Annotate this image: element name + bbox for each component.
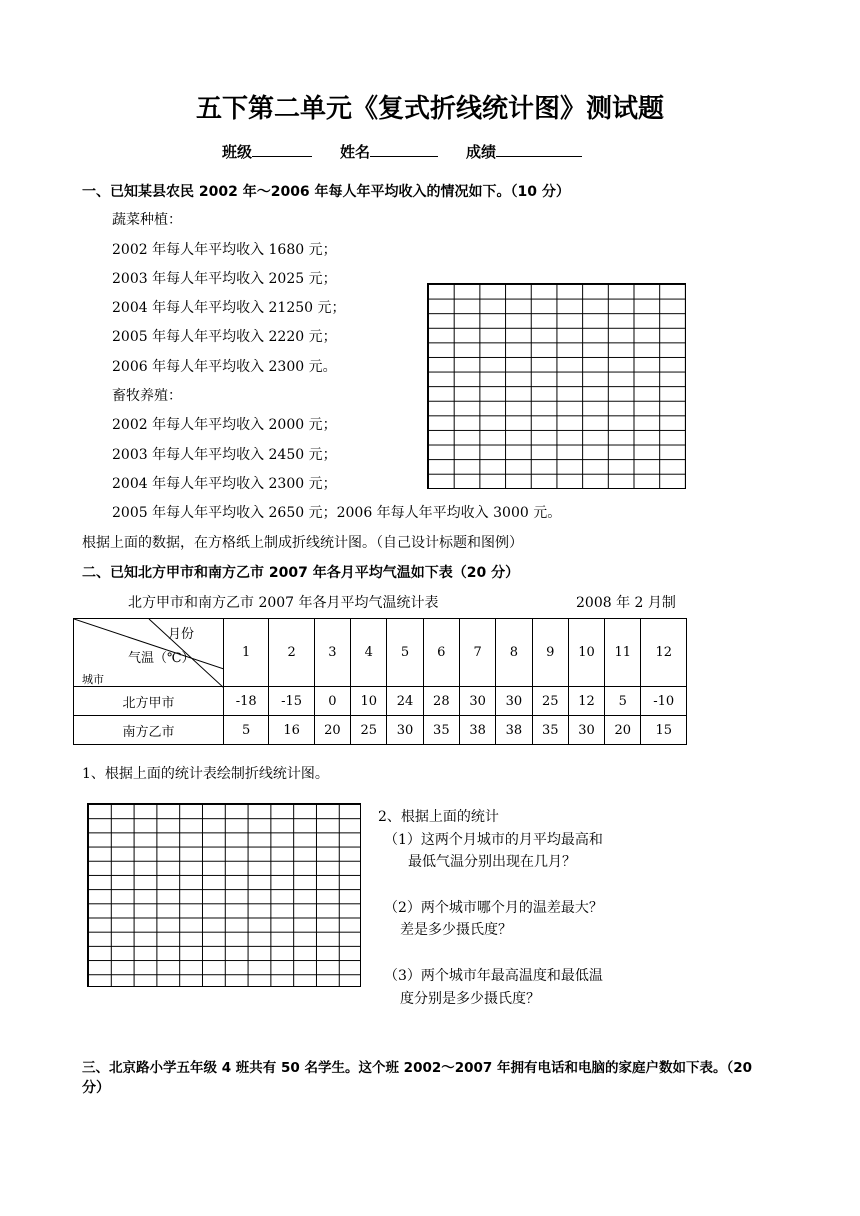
table-title: 北方甲市和南方乙市 2007 年各月平均气温统计表: [128, 595, 439, 611]
animal-line: 2005 年每人年平均收入 2650 元；2006 年每人年平均收入 3000 元。: [112, 505, 562, 521]
q3-heading: 三、北京路小学五年级 4 班共有 50 名学生。这个班 2002～2007 年拥有电话和电脑的家庭户数如下表。（20: [82, 1060, 753, 1076]
diagonal-header-cell: [74, 619, 224, 687]
table-date: 2008 年 2 月制: [576, 595, 676, 611]
value-cell: 16: [269, 716, 314, 745]
month-cell: 10: [568, 619, 604, 687]
value-cell: 12: [568, 687, 604, 716]
value-cell: 38: [496, 716, 532, 745]
month-cell: 2: [269, 619, 314, 687]
city-cell: 南方乙市: [74, 716, 224, 745]
class-label: 班级: [222, 143, 253, 161]
value-cell: 10: [351, 687, 387, 716]
q3-heading-cont: 分）: [82, 1080, 110, 1096]
veg-line: 2003 年每人年平均收入 2025 元；: [112, 271, 337, 287]
value-cell: 25: [351, 716, 387, 745]
month-cell: 8: [496, 619, 532, 687]
value-cell: 35: [532, 716, 568, 745]
question-1: （1）这两个月城市的月平均最高和: [384, 832, 603, 848]
value-cell: 20: [605, 716, 641, 745]
value-cell: 30: [568, 716, 604, 745]
student-info-line: [222, 141, 582, 162]
q1-graph-paper: [427, 283, 686, 489]
month-cell: 4: [351, 619, 387, 687]
month-cell: 1: [224, 619, 269, 687]
value-cell: 30: [496, 687, 532, 716]
value-cell: 30: [459, 687, 495, 716]
value-cell: 5: [605, 687, 641, 716]
veg-line: 2002 年每人年平均收入 1680 元；: [112, 242, 337, 258]
value-cell: 5: [224, 716, 269, 745]
q1-heading: 一、已知某县农民 2002 年～2006 年每人年平均收入的情况如下。（10 分）: [82, 184, 570, 200]
header-month: 月份: [168, 627, 195, 642]
score-label: 成绩: [466, 143, 497, 161]
q1-instruction: 根据上面的数据，在方格纸上制成折线统计图。（自己设计标题和图例）: [82, 535, 523, 551]
table-header-row: [74, 619, 687, 687]
value-cell: 28: [423, 687, 459, 716]
veg-label: 蔬菜种植：: [112, 212, 182, 228]
temperature-table: [73, 618, 687, 745]
veg-line: 2006 年每人年平均收入 2300 元。: [112, 359, 337, 375]
value-cell: -15: [269, 687, 314, 716]
task1-text: 1、根据上面的统计表绘制折线统计图。: [82, 766, 329, 782]
q2-graph-paper: [87, 803, 361, 987]
month-cell: 7: [459, 619, 495, 687]
question-3: （3）两个城市年最高温度和最低温: [384, 968, 603, 984]
city-cell: 北方甲市: [74, 687, 224, 716]
question-1-cont: 最低气温分别出现在几月？: [408, 854, 576, 870]
table-row: [74, 687, 687, 716]
question-2: （2）两个城市哪个月的温差最大？: [384, 900, 603, 916]
score-field: [496, 141, 582, 157]
value-cell: 20: [314, 716, 350, 745]
value-cell: 30: [387, 716, 423, 745]
month-cell: 11: [605, 619, 641, 687]
value-cell: -10: [641, 687, 687, 716]
value-cell: 15: [641, 716, 687, 745]
page-title: 五下第二单元《复式折线统计图》测试题: [195, 94, 664, 124]
question-2-cont: 差是多少摄氏度？: [400, 922, 512, 938]
animal-line: 2003 年每人年平均收入 2450 元；: [112, 447, 337, 463]
month-cell: 3: [314, 619, 350, 687]
task2-text: 2、根据上面的统计: [378, 809, 499, 825]
header-temp: 气温（℃）: [128, 651, 195, 666]
month-cell: 9: [532, 619, 568, 687]
veg-line: 2004 年每人年平均收入 21250 元；: [112, 300, 346, 316]
value-cell: 0: [314, 687, 350, 716]
month-cell: 5: [387, 619, 423, 687]
name-field: [370, 141, 438, 157]
value-cell: 24: [387, 687, 423, 716]
value-cell: 35: [423, 716, 459, 745]
q2-heading: 二、已知北方甲市和南方乙市 2007 年各月平均气温如下表（20 分）: [82, 565, 520, 581]
month-cell: 12: [641, 619, 687, 687]
header-city: 城市: [82, 673, 104, 686]
class-field: [252, 141, 312, 157]
table-row: [74, 716, 687, 745]
question-3-cont: 度分别是多少摄氏度？: [400, 991, 540, 1007]
value-cell: -18: [224, 687, 269, 716]
month-cell: 6: [423, 619, 459, 687]
animal-label: 畜牧养殖：: [112, 388, 182, 404]
veg-line: 2005 年每人年平均收入 2220 元；: [112, 329, 337, 345]
animal-line: 2004 年每人年平均收入 2300 元；: [112, 476, 337, 492]
value-cell: 25: [532, 687, 568, 716]
animal-line: 2002 年每人年平均收入 2000 元；: [112, 417, 337, 433]
name-label: 姓名: [340, 143, 371, 161]
value-cell: 38: [459, 716, 495, 745]
